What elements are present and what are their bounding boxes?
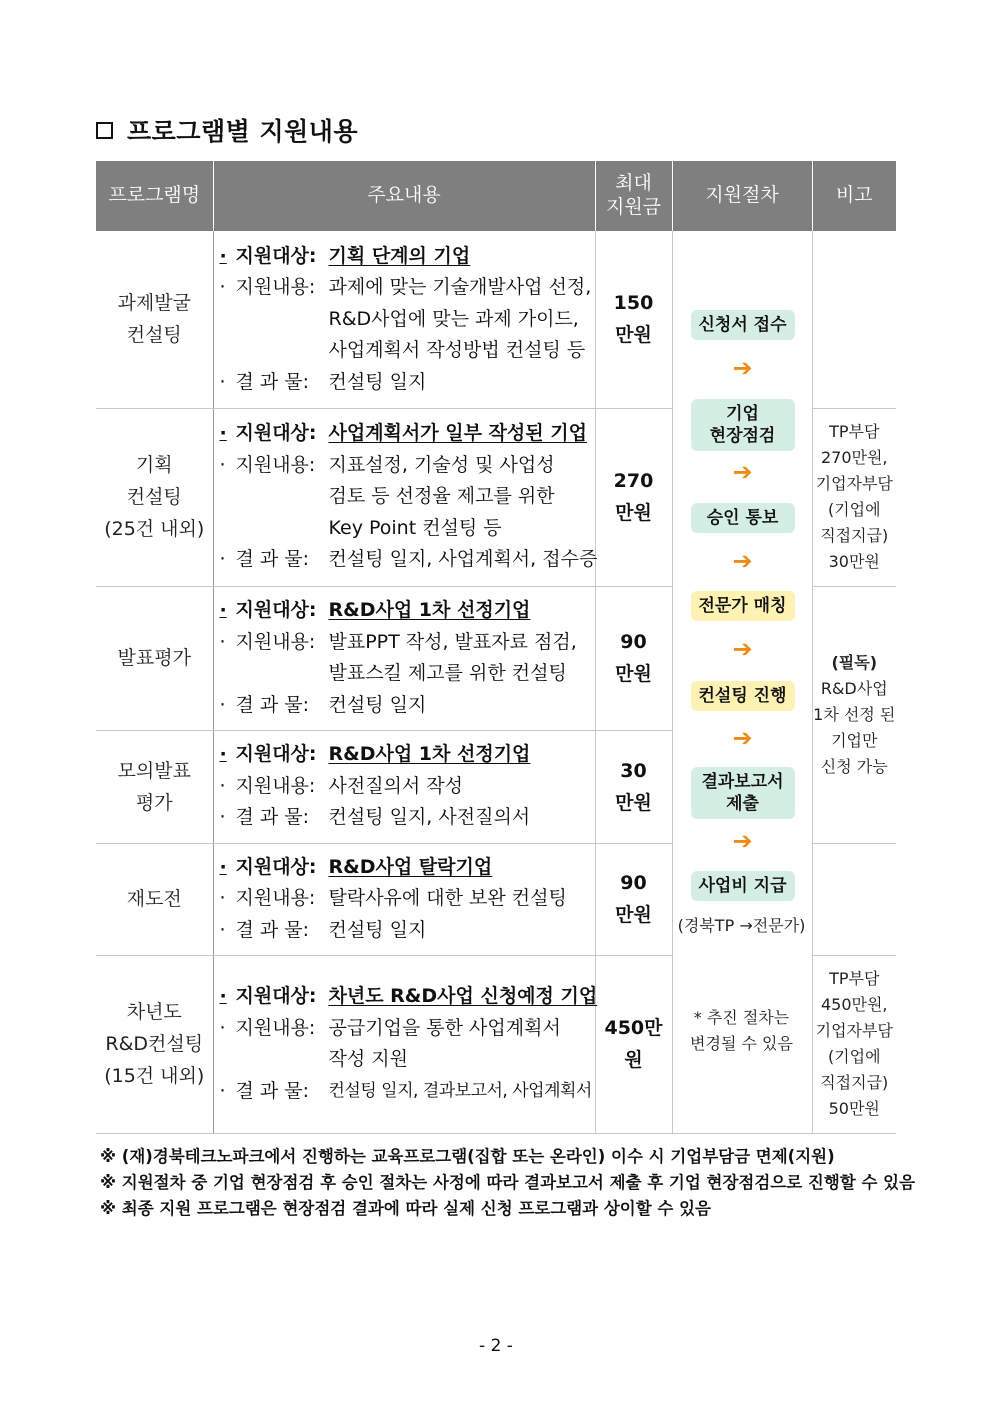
payment-flow: (경북TP →전문가) [677, 916, 806, 935]
program-content [213, 843, 595, 955]
note-empty [812, 843, 896, 955]
note-cost-share: TP부담 270만원, 기업자부담 (기업에 직접지급) 30만원 [812, 408, 896, 586]
arrow-down-icon: ➔ [732, 635, 753, 663]
target-line: · 지원대상: 사업계획서가 일부 작성된 기업 [219, 422, 587, 445]
content-line: · 지원내용: 공급기업을 통한 사업계획서 [219, 1016, 561, 1039]
arrow-down-icon: ➔ [732, 547, 753, 575]
step-expert-matching: 전문가 매칭 [691, 591, 795, 621]
program-support-table [96, 161, 896, 1134]
header-content: 주요내용 [213, 161, 595, 231]
content-line: · 지원내용: 과제에 맞는 기술개발사업 선정, [219, 276, 592, 298]
target-line: · 지원대상: 차년도 R&D사업 신청예정 기업 [219, 985, 598, 1007]
content-line: · 지원내용: 지표설정, 기술성 및 사업성 [219, 453, 555, 476]
header-program: 프로그램명 [96, 161, 213, 231]
section-title: 프로그램별 지원내용 [96, 112, 358, 148]
arrow-down-icon: ➔ [732, 458, 753, 486]
program-name: 과제발굴 컨설팅 [96, 231, 213, 408]
procedure-remark: * 추진 절차는 변경될 수 있음 [690, 1008, 793, 1053]
step-report: 결과보고서 제출 [691, 767, 795, 819]
arrow-down-icon: ➔ [732, 827, 753, 855]
max-amount: 90 만원 [595, 843, 672, 955]
note-empty [812, 231, 896, 408]
header-procedure: 지원절차 [672, 161, 812, 231]
max-amount: 270 만원 [595, 408, 672, 586]
note-eligibility: (필독) R&D사업 1차 선정 된 기업만 신청 가능 [812, 586, 896, 843]
result-line: · 결 과 물: 컨설팅 일지 [219, 918, 427, 941]
max-amount: 450만원 [595, 955, 672, 1133]
arrow-down-icon: ➔ [732, 724, 753, 752]
program-name: 재도전 [96, 843, 213, 955]
result-line: · 결 과 물: 컨설팅 일지 [219, 693, 427, 716]
program-content [213, 730, 595, 843]
target-line: · 지원대상: R&D사업 탈락기업 [219, 855, 493, 878]
checkbox-square-icon [96, 122, 113, 139]
program-name: 차년도 R&D컨설팅 (15건 내외) [96, 955, 213, 1133]
content-line: · 지원내용: 탈락사유에 대한 보완 컨설팅 [219, 887, 567, 910]
program-content: · 지원대상: 차년도 R&D사업 신청예정 기업 · 지원내용: 공급기업을 통한 사업계획서 작성 지원 · 결 과 물: 컨설팅 일지, 결과보고서, 사업계획서 [213, 955, 595, 1133]
max-amount: 30 만원 [595, 730, 672, 843]
max-amount: 90 만원 [595, 586, 672, 730]
step-approval: 승인 통보 [691, 503, 795, 533]
footnotes [100, 1144, 915, 1222]
result-line: · 결 과 물: 컨설팅 일지 [219, 370, 427, 393]
program-name: 기획 컨설팅 (25건 내외) [96, 408, 213, 586]
result-line: · 결 과 물: 컨설팅 일지, 사업계획서, 접수증 [219, 548, 598, 571]
procedure-flow [672, 231, 812, 1133]
step-application: 신청서 접수 [691, 310, 795, 340]
program-content: · 지원대상: 사업계획서가 일부 작성된 기업 · 지원내용: 지표설정, 기술성 및 사업성 검토 등 선정율 제고를 위한 Key Point 컨설팅 등 · 결 과 물: 컨설팅 일지, 사업계획서, 접수증 [213, 408, 595, 586]
target-line: · 지원대상: R&D사업 1차 선정기업 [219, 743, 531, 766]
header-max-amount: 최대 지원금 [595, 161, 672, 231]
content-line: · 지원내용: 사전질의서 작성 [219, 774, 464, 797]
step-site-inspection: 기업 현장점검 [691, 399, 795, 451]
footnote: ※ (재)경북테크노파크에서 진행하는 교육프로그램(집합 또는 온라인) 이수 시 기업부담금 면제(지원) [100, 1147, 835, 1166]
footnote: ※ 최종 지원 프로그램은 현장점검 결과에 따라 실제 신청 프로그램과 상이할 수 있음 [100, 1199, 711, 1218]
content-line: · 지원내용: 발표PPT 작성, 발표자료 점검, [219, 630, 577, 653]
step-payment: 사업비 지급 [691, 871, 795, 901]
note-cost-share: TP부담 450만원, 기업자부담 (기업에 직접지급) 50만원 [812, 955, 896, 1133]
arrow-down-icon: ➔ [732, 354, 753, 382]
header-note: 비고 [812, 161, 896, 231]
step-consulting: 컨설팅 진행 [691, 681, 795, 711]
target-line: · 지원대상: R&D사업 1차 선정기업 [219, 599, 531, 621]
table-row [96, 231, 896, 408]
target-line: · 지원대상: 기획 단계의 기업 [219, 244, 471, 267]
program-content: · 지원대상: R&D사업 1차 선정기업 · 지원내용: 발표PPT 작성, 발표자료 점검, 발표스킬 제고를 위한 컨설팅 · 결 과 물: 컨설팅 일지 [213, 586, 595, 730]
program-name: 발표평가 [96, 586, 213, 730]
result-line: · 결 과 물: 컨설팅 일지, 사전질의서 [219, 806, 531, 829]
program-content: · 지원대상: 기획 단계의 기업 · 지원내용: 과제에 맞는 기술개발사업 선정, R&D사업에 맞는 과제 가이드, 사업계획서 작성방법 컨설팅 등 · 결 과 물: 컨설팅 일지 [213, 231, 595, 408]
max-amount: 150 만원 [595, 231, 672, 408]
page-number: - 2 - [479, 1336, 513, 1356]
table-header-row [96, 161, 896, 231]
program-name: 모의발표 평가 [96, 730, 213, 843]
result-line: · 결 과 물: 컨설팅 일지, 결과보고서, 사업계획서 [219, 1079, 592, 1102]
footnote: ※ 지원절차 중 기업 현장점검 후 승인 절차는 사정에 따라 결과보고서 제출 후 기업 현장점검으로 진행할 수 있음 [100, 1173, 916, 1192]
